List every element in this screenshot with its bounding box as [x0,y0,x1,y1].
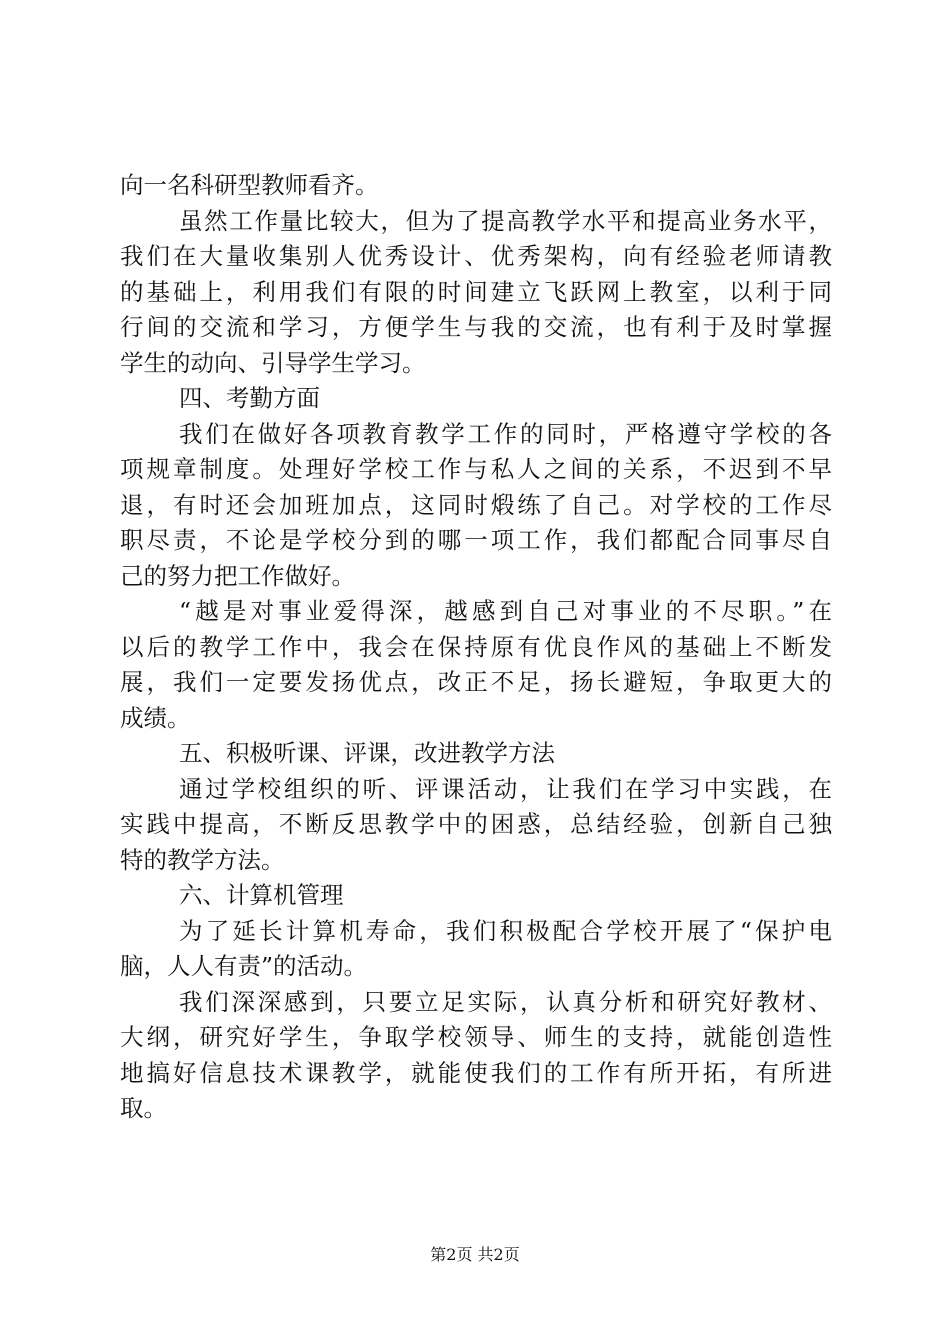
text-line: “越是对事业爱得深，越感到自己对事业的不尽职。”在 [179,597,832,625]
text-line: 退，有时还会加班加点，这同时煅练了自己。对学校的工作尽 [120,490,832,519]
section-heading-attendance: 四、考勤方面 [179,384,320,412]
text-line: 向一名科研型教师看齐。 [120,171,379,199]
text-line: 我们在做好各项教育教学工作的同时，严格遵守学校的各 [179,419,832,448]
text-line: 行间的交流和学习，方便学生与我的交流，也有利于及时掌握 [120,313,832,341]
text-line: 我们深深感到，只要立足实际，认真分析和研究好教材、 [179,987,832,1016]
text-line: 取。 [120,1094,167,1122]
section-heading-computer-management: 六、计算机管理 [179,881,344,909]
text-line: 地搞好信息技术课教学，就能使我们的工作有所开拓，有所进 [120,1058,832,1087]
text-line: 虽然工作量比较大，但为了提高教学水平和提高业务水平， [179,206,832,235]
page-footer: 第2页 共2页 [430,1245,520,1264]
text-line: 成绩。 [120,703,191,732]
text-line: 项规章制度。处理好学校工作与私人之间的关系，不迟到不早 [120,455,832,483]
text-line: 职尽责，不论是学校分到的哪一项工作，我们都配合同事尽自 [120,526,832,554]
text-line: 学生的动向、引导学生学习。 [120,348,426,377]
section-heading-lesson-evaluation: 五、积极听课、评课，改进教学方法 [179,739,555,767]
text-line: 大纲，研究好学生，争取学校领导、师生的支持，就能创造性 [120,1023,832,1051]
text-line: 特的教学方法。 [120,845,285,874]
text-line: 通过学校组织的听、评课活动，让我们在学习中实践，在 [179,774,832,803]
text-line: 实践中提高，不断反思教学中的困惑，总结经验，创新自己独 [120,810,832,838]
text-line: 我们在大量收集别人优秀设计、优秀架构，向有经验老师请教 [120,242,832,270]
text-line: 以后的教学工作中，我会在保持原有优良作风的基础上不断发 [120,632,832,661]
text-line: 为了延长计算机寿命，我们积极配合学校开展了“保护电 [179,916,832,945]
text-line: 脑，人人有责”的活动。 [120,952,368,980]
text-line: 展，我们一定要发扬优点，改正不足，扬长避短，争取更大的 [120,668,832,696]
text-line: 己的努力把工作做好。 [120,561,355,590]
document-body [120,168,832,1127]
text-line: 的基础上，利用我们有限的时间建立飞跃网上教室，以利于同 [120,277,832,306]
